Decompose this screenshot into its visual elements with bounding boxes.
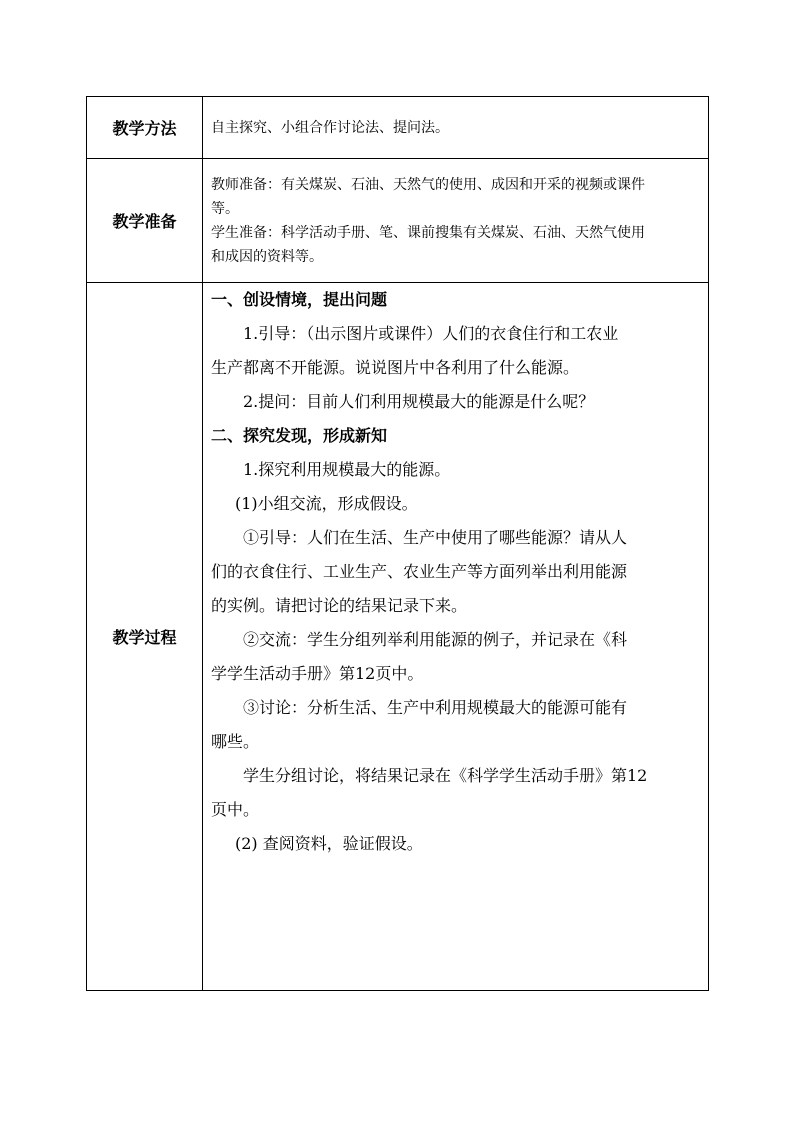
- process-line: 学学生活动手册》第12页中。: [211, 664, 424, 683]
- prep-line: 学生准备：科学活动手册、笔、课前搜集有关煤炭、石油、天然气使用: [211, 224, 645, 241]
- process-line: 生产都离不开能源。说说图片中各利用了什么能源。: [211, 358, 580, 377]
- process-line: 哪些。: [211, 732, 260, 751]
- section-heading: 一、创设情境，提出问题: [211, 290, 388, 309]
- teaching-process-label: 教学过程: [87, 283, 203, 991]
- teaching-preparation-content: [203, 159, 709, 283]
- section-heading: 二、探究发现，形成新知: [211, 426, 388, 445]
- prep-line: 教师准备：有关煤炭、石油、天然气的使用、成因和开采的视频或课件: [211, 176, 645, 193]
- process-line: ②交流：学生分组列举利用能源的例子，并记录在《科: [243, 630, 628, 649]
- process-line: 页中。: [211, 800, 260, 819]
- process-line: 的实例。请把讨论的结果记录下来。: [211, 596, 468, 615]
- teaching-preparation-row: [87, 159, 709, 283]
- process-line: ③讨论：分析生活、生产中利用规模最大的能源可能有: [243, 698, 628, 717]
- process-line: (1)小组交流，形成假设。: [235, 494, 418, 513]
- process-line: (2) 查阅资料，验证假设。: [235, 834, 423, 853]
- teaching-method-label: 教学方法: [87, 97, 203, 159]
- process-line: ①引导：人们在生活、生产中使用了哪些能源？请从人: [243, 528, 628, 547]
- teaching-process-content: [203, 283, 709, 991]
- process-line: 2.提问：目前人们利用规模最大的能源是什么呢？: [243, 392, 595, 411]
- prep-line: 和成因的资料等。: [211, 248, 323, 265]
- lesson-plan-table: [86, 96, 709, 991]
- process-line: 1.引导：（出示图片或课件）人们的衣食住行和工农业: [243, 324, 619, 343]
- teaching-method-text: 自主探究、小组合作讨论法、提问法。: [211, 119, 449, 136]
- process-line: 学生分组讨论，将结果记录在《科学学生活动手册》第12: [243, 766, 648, 785]
- process-line: 1.探究利用规模最大的能源。: [243, 460, 451, 479]
- process-line: 们的衣食住行、工业生产、农业生产等方面列举出利用能源: [211, 562, 628, 581]
- teaching-method-content: [203, 97, 709, 159]
- prep-line: 等。: [211, 200, 239, 217]
- teaching-process-row: [87, 283, 709, 991]
- teaching-method-row: [87, 97, 709, 159]
- teaching-preparation-label: 教学准备: [87, 159, 203, 283]
